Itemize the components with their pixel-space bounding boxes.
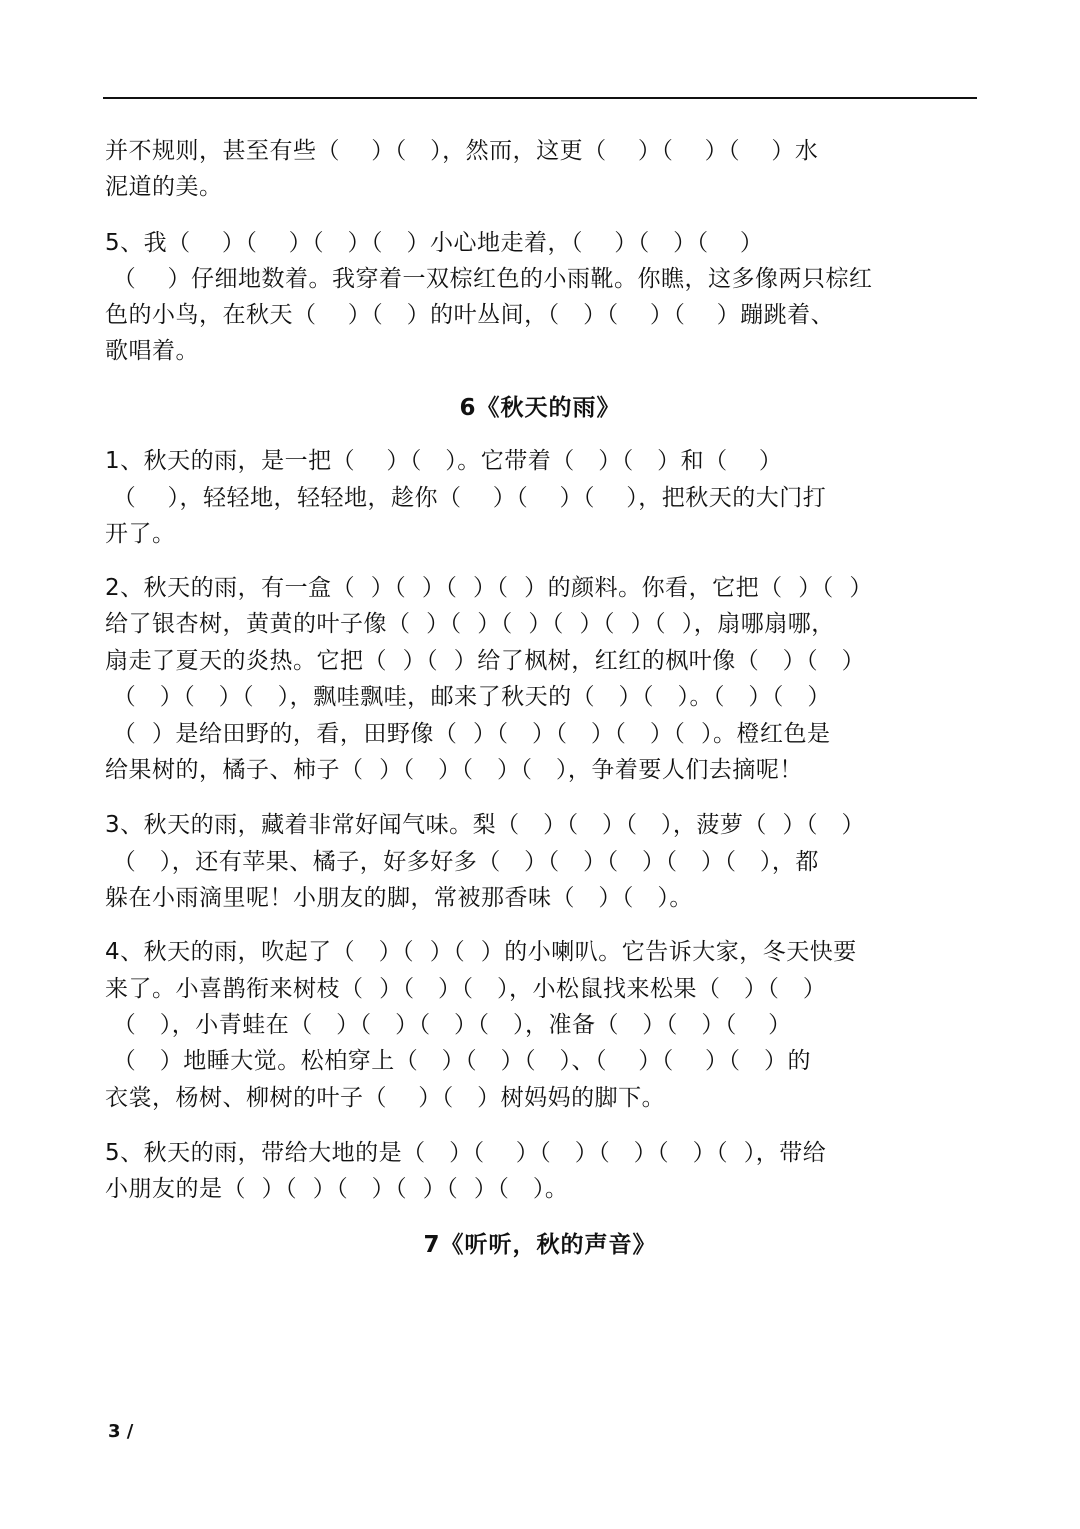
top-rule [103, 97, 977, 99]
s6-question-1-line: 1、秋天的雨，是一把（ ）（ ）。它带着（ ）（ ）和（ ） [105, 448, 783, 474]
section-6-title: 6《秋天的雨》 [459, 395, 621, 421]
text-line: 泥道的美。 [105, 174, 223, 200]
s6-question-4-line: （ ）地睡大觉。松柏穿上（ ）（ ）（ ）、（ ）（ ）（ ）的 [105, 1048, 811, 1074]
s6-question-2-line: 2、秋天的雨，有一盒（ ）（ ）（ ）（ ）的颜料。你看，它把（ ）（ ） [105, 575, 873, 601]
page-number: 3 / [108, 1421, 134, 1442]
question-5-line: 色的小鸟，在秋天（ ）（ ）的叶丛间，（ ）（ ）（ ）蹦跳着、 [105, 302, 835, 328]
s6-question-4-line: （ ），小青蛙在（ ）（ ）（ ）（ ），准备（ ）（ ）（ ） [105, 1012, 792, 1038]
s6-question-4-line: 来了。小喜鹊衔来树枝（ ）（ ）（ ），小松鼠找来松果（ ）（ ） [105, 976, 827, 1002]
question-5-line: 5、我（ ）（ ）（ ）（ ）小心地走着，（ ）（ ）（ ） [105, 230, 764, 256]
question-5-line: 歌唱着。 [105, 338, 199, 364]
s6-question-2-line: 给果树的，橘子、柿子（ ）（ ）（ ）（ ），争着要人们去摘呢！ [105, 757, 803, 783]
s6-question-2-line: 给了银杏树，黄黄的叶子像（ ）（ ）（ ）（ ）（ ）（ ），扇哪扇哪， [105, 611, 835, 637]
s6-question-2-line: 扇走了夏天的炎热。它把（ ）（ ）给了枫树，红红的枫叶像（ ）（ ） [105, 648, 866, 674]
s6-question-1-line: （ ），轻轻地，轻轻地，趁你（ ）（ ）（ ），把秋天的大门打 [105, 485, 827, 511]
s6-question-5-line: 5、秋天的雨，带给大地的是（ ）（ ）（ ）（ ）（ ）（ ），带给 [105, 1140, 827, 1166]
s6-question-2-line: （ ）是给田野的，看，田野像（ ）（ ）（ ）（ ）（ ）。橙红色是 [105, 721, 831, 747]
s6-question-3-line: （ ），还有苹果、橘子，好多好多（ ）（ ）（ ）（ ）（ ），都 [105, 849, 819, 875]
s6-question-3-line: 躲在小雨滴里呢！小朋友的脚，常被那香味（ ）（ ）。 [105, 885, 693, 911]
section-7-title: 7《听听，秋的声音》 [423, 1232, 657, 1258]
question-5-line: （ ）仔细地数着。我穿着一双棕红色的小雨靴。你瞧，这多像两只棕红 [105, 266, 873, 292]
s6-question-5-line: 小朋友的是（ ）（ ）（ ）（ ）（ ）（ ）。 [105, 1176, 569, 1202]
text-line: 并不规则，甚至有些（ ）（ ），然而，这更（ ）（ ）（ ）水 [105, 138, 819, 164]
s6-question-3-line: 3、秋天的雨，藏着非常好闻气味。梨（ ）（ ）（ ），菠萝（ ）（ ） [105, 812, 865, 838]
s6-question-4-line: 衣裳，杨树、柳树的叶子（ ）（ ）树妈妈的脚下。 [105, 1085, 666, 1111]
s6-question-4-line: 4、秋天的雨，吹起了（ ）（ ）（ ）的小喇叭。它告诉大家，冬天快要 [105, 939, 857, 965]
s6-question-1-line: 开了。 [105, 521, 176, 547]
s6-question-2-line: （ ）（ ）（ ），飘哇飘哇，邮来了秋天的（ ）（ ）。（ ）（ ） [105, 684, 831, 710]
